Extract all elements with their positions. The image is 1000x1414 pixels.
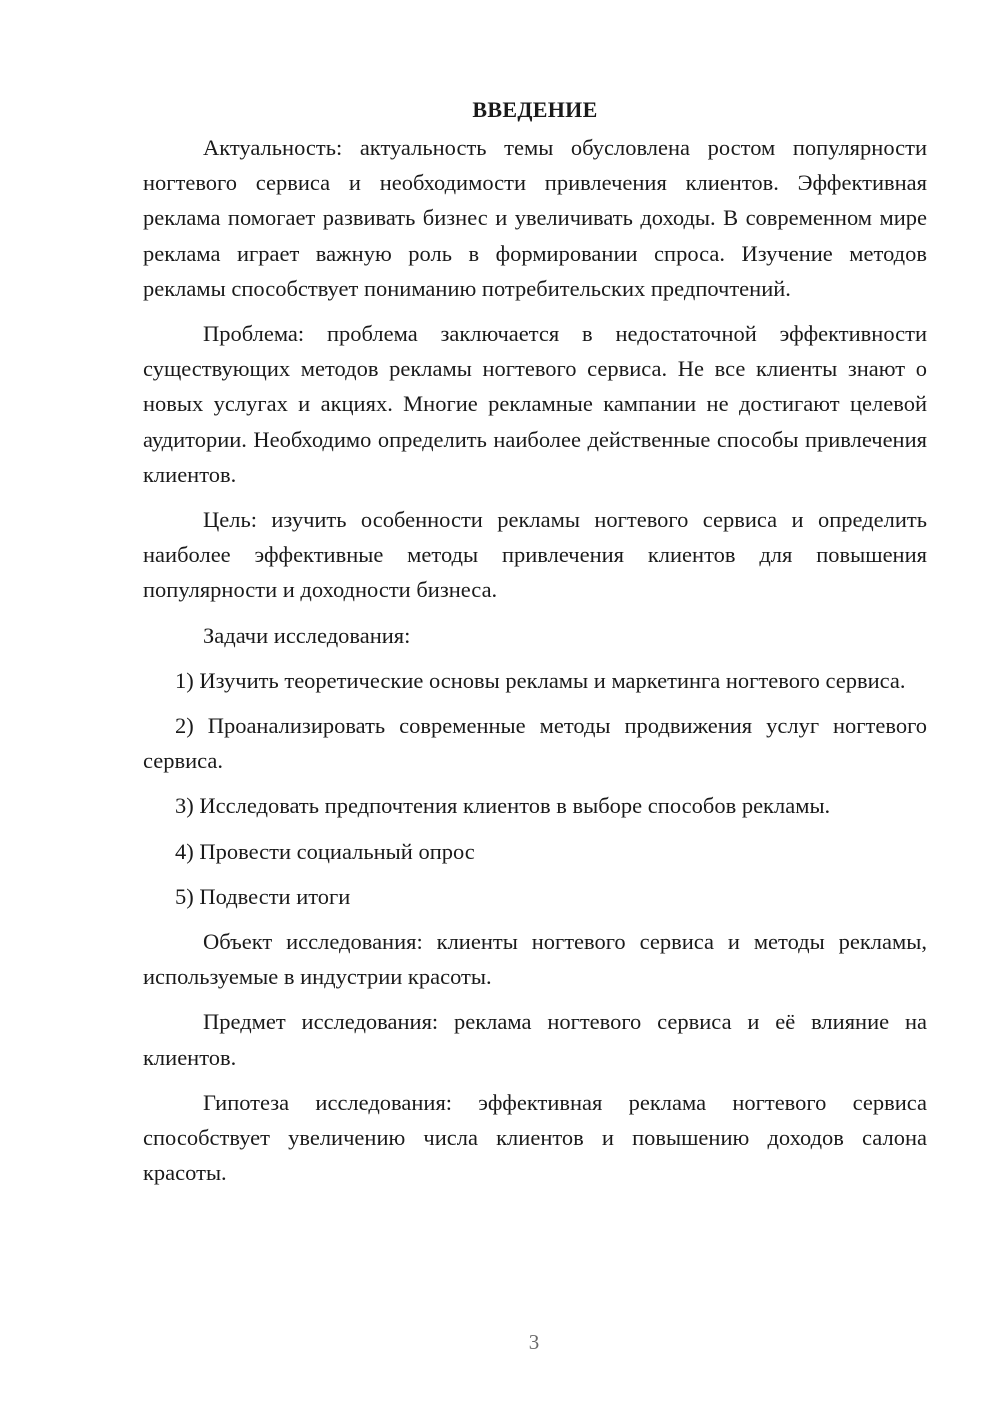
section-title: ВВЕДЕНИЕ xyxy=(472,97,598,122)
paragraph-object: Объект исследования: клиенты ногтевого сервиса и методы рекламы, используемые в индустрии красоты. xyxy=(143,929,927,990)
task-item-1: 1) Изучить теоретические основы рекламы и маркетинга ногтевого сервиса. xyxy=(175,667,906,693)
paragraph-hypothesis: Гипотеза исследования: эффективная реклама ногтевого сервиса способствует увеличению числа клиентов и повышению доходов салона красоты. xyxy=(143,1089,927,1186)
task-item-2: 2) Проанализировать современные методы продвижения услуг ногтевого сервиса. xyxy=(143,713,927,774)
paragraph-tasks-heading: Задачи исследования: xyxy=(203,622,411,648)
task-item-3: 3) Исследовать предпочтения клиентов в выборе способов рекламы. xyxy=(175,793,831,819)
document-page xyxy=(143,90,927,1200)
paragraph-problem: Проблема: проблема заключается в недостаточной эффективности существующих методов рекламы ногтевого сервиса. Не все клиенты знают о новых услугах и акциях. Многие рекламные кампании не достигают целевой аудитории. Необходимо определить наиболее действенные способы привлечения клиентов. xyxy=(143,321,927,487)
page-number: 3 xyxy=(528,1330,540,1354)
paragraph-relevance: Актуальность: актуальность темы обусловлена ростом популярности ногтевого сервиса и необходимости привлечения клиентов. Эффективная реклама помогает развивать бизнес и увеличивать доходы. В современном мире реклама играет важную роль в формировании спроса. Изучение методов рекламы способствует пониманию потребительских предпочтений. xyxy=(143,135,927,301)
task-item-5: 5) Подвести итоги xyxy=(175,883,351,909)
task-item-4: 4) Провести социальный опрос xyxy=(175,838,475,864)
paragraph-subject: Предмет исследования: реклама ногтевого сервиса и её влияние на клиентов. xyxy=(143,1009,927,1070)
paragraph-goal: Цель: изучить особенности рекламы ногтевого сервиса и определить наиболее эффективные методы привлечения клиентов для повышения популярности и доходности бизнеса. xyxy=(143,507,927,603)
